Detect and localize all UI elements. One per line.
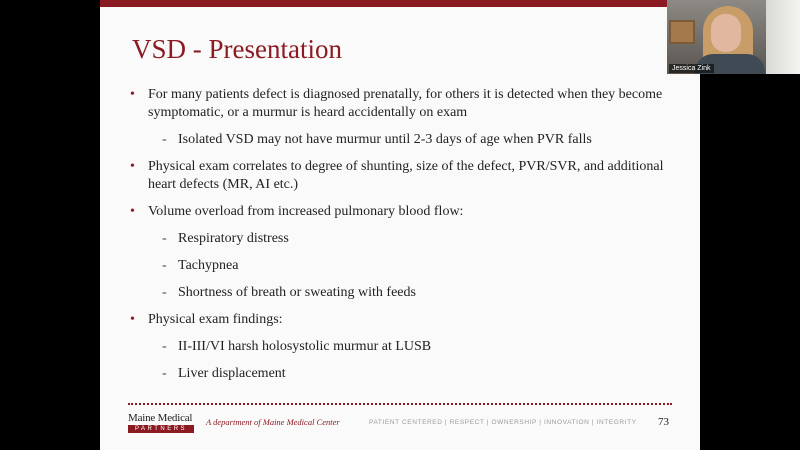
background-window bbox=[766, 0, 800, 74]
sub-bullet-item bbox=[130, 230, 675, 248]
wall-picture-frame bbox=[669, 20, 695, 44]
sub-bullet-text: Isolated VSD may not have murmur until 2-3 days of age when PVR falls bbox=[178, 132, 592, 147]
slide-top-bar bbox=[100, 0, 700, 7]
slide-title: VSD - Presentation bbox=[132, 34, 342, 64]
bullet-marker: • bbox=[130, 204, 135, 219]
logo-line2: PARTNERS bbox=[128, 425, 194, 433]
bullet-text: Volume overload from increased pulmonary blood flow: bbox=[148, 204, 464, 219]
bullet-marker: • bbox=[130, 312, 135, 327]
sub-bullet-item bbox=[130, 284, 675, 302]
logo-line1: Maine Medical bbox=[128, 412, 193, 424]
sub-bullet-marker: - bbox=[162, 366, 167, 381]
participant-name-label: Jessica Zink bbox=[669, 64, 714, 73]
maine-medical-partners-logo bbox=[128, 412, 194, 433]
sub-bullet-marker: - bbox=[162, 231, 167, 246]
bullet-text: For many patients defect is diagnosed prenatally, for others it is detected when they become symptomatic, or a murmur is heard accidentally on exam bbox=[148, 87, 663, 120]
bullet-text: Physical exam findings: bbox=[148, 312, 283, 327]
sub-bullet-item bbox=[130, 257, 675, 275]
bullet-text: Physical exam correlates to degree of shunting, size of the defect, PVR/SVR, and additional heart defects (MR, AI etc.) bbox=[148, 159, 664, 192]
participant-face bbox=[711, 14, 741, 52]
presentation-slide bbox=[100, 0, 700, 450]
sub-bullet-text: II-III/VI harsh holosystolic murmur at LUSB bbox=[178, 339, 432, 354]
sub-bullet-marker: - bbox=[162, 339, 167, 354]
bullet-marker: • bbox=[130, 87, 135, 102]
bullet-item bbox=[130, 86, 675, 122]
slide-footer bbox=[100, 408, 700, 438]
sub-bullet-text: Respiratory distress bbox=[178, 231, 289, 246]
sub-bullet-text: Liver displacement bbox=[178, 366, 286, 381]
sub-bullet-item bbox=[130, 338, 675, 356]
sub-bullet-marker: - bbox=[162, 132, 167, 147]
bullet-item bbox=[130, 311, 675, 329]
sub-bullet-item bbox=[130, 365, 675, 383]
values-tagline: PATIENT CENTERED | RESPECT | OWNERSHIP | INNOVATION | INTEGRITY bbox=[369, 419, 637, 426]
sub-bullet-text: Shortness of breath or sweating with feeds bbox=[178, 285, 416, 300]
sub-bullet-text: Tachypnea bbox=[178, 258, 239, 273]
sub-bullet-marker: - bbox=[162, 258, 167, 273]
department-tagline: A department of Maine Medical Center bbox=[206, 417, 340, 427]
bullet-item bbox=[130, 158, 675, 194]
slide-content bbox=[130, 86, 675, 392]
footer-divider bbox=[128, 403, 672, 405]
bullet-marker: • bbox=[130, 159, 135, 174]
page-number: 73 bbox=[658, 416, 669, 428]
sub-bullet-item bbox=[130, 131, 675, 149]
sub-bullet-marker: - bbox=[162, 285, 167, 300]
participant-video-thumbnail[interactable] bbox=[667, 0, 800, 74]
bullet-item bbox=[130, 203, 675, 221]
